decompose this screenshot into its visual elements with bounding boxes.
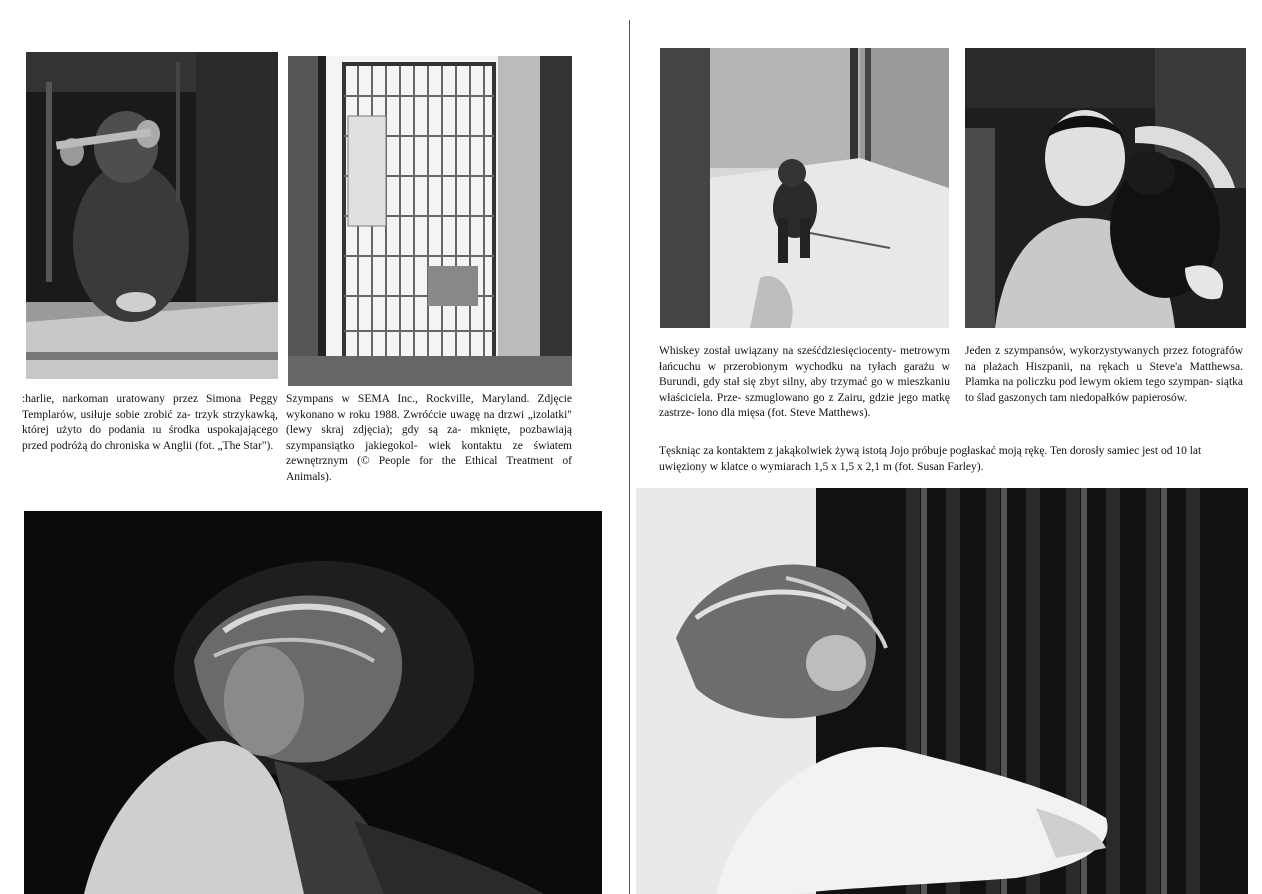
caption-jeden: Jeden z szympansów, wykorzystywanych przez fotografów na plażach Hiszpanii, na rękach u Steve'a Matthewsa. Plamka na policzku pod lewym okiem tego szympan- siątka to ślad gaszonych tam niedopałków papierosów. bbox=[965, 345, 1243, 404]
photo-isolation-cage bbox=[288, 56, 572, 386]
photo-jojo-in-cage bbox=[636, 488, 1248, 894]
photo-charlie-chimpanzee bbox=[26, 52, 278, 379]
photo-chimpanzee-dark-portrait bbox=[24, 511, 602, 894]
caption-charlie: :harlie, narkoman uratowany przez Simona Peggy Templarów, usiłuje sobie zrobić za- trzyk strzykawką, której użyto do podania ıu środka uspokajającego przed podróżą do chroniska w Anglii (fot. „The Star"). bbox=[22, 393, 278, 452]
caption-sema: Szympans w SEMA Inc., Rockville, Maryland. Zdjęcie wykonano w roku 1988. Zwróćcie uwagę na drzwi „izolatki" (lewy skraj zdjęcia); gdy są za- mknięte, pozbawiają szympansiątko jakiegokol- wiek kontaktu ze światem zewnętrznym (© People for the Ethical Treatment of Animals). bbox=[286, 393, 572, 483]
photo-man-holding-chimpanzee bbox=[965, 48, 1246, 328]
caption-jojo: Tęskniąc za kontaktem z jakąkolwiek żywą istotą Jojo próbuje pogłaskać moją rękę. Ten dorosły samiec jest od 10 lat uwięziony w klatce o wymiarach 1,5 x 1,5 x 2,1 m (fot. Susan Farley). bbox=[659, 445, 1202, 473]
photo-whiskey-chained bbox=[660, 48, 949, 328]
page-gutter-divider bbox=[629, 20, 630, 894]
caption-whiskey: Whiskey został uwiązany na sześćdziesięciocenty- metrowym łańcuchu w przerobionym wychodku na tyłach garażu w Burundi, gdy stał się zbyt silny, aby trzymać go w mieszkaniu właściciela. Prze- szmuglowano go z Zairu, gdzie jego matkę zastrze- lono dla mięsa (fot. Steve Matthews). bbox=[659, 345, 950, 419]
